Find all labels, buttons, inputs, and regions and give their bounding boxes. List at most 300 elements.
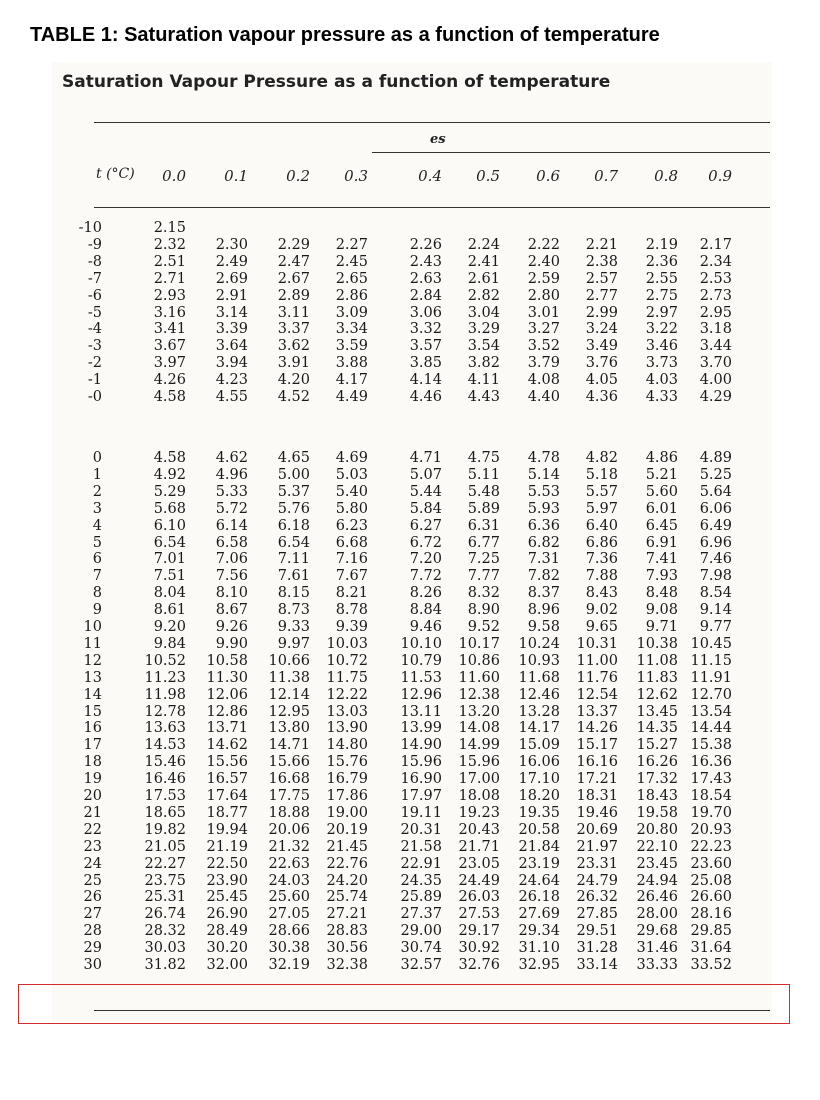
- table-cell: 15.38: [690, 737, 732, 754]
- table-cell: 14.99: [458, 737, 500, 754]
- table-cell: 19.11: [400, 804, 442, 821]
- table-cell: 5.64: [699, 483, 732, 500]
- column-header: 0.1: [224, 167, 248, 185]
- row-temperature: 29: [83, 940, 102, 957]
- table-cell: 19.00: [326, 804, 368, 821]
- table-cell: 13.45: [636, 703, 678, 720]
- table-cell: 18.08: [458, 788, 500, 804]
- table-cell: 2.40: [527, 253, 560, 270]
- table-cell: 3.82: [467, 355, 500, 372]
- table-cell: 20.80: [636, 821, 678, 838]
- table-cell: 4.65: [277, 450, 310, 466]
- table-cell: 7.93: [645, 568, 678, 585]
- table-cell: 31.82: [144, 957, 186, 973]
- table-cell: 15.96: [400, 754, 442, 771]
- table-cell: 10.79: [400, 652, 442, 669]
- table-cell: 6.10: [153, 517, 186, 534]
- table-cell: 8.61: [153, 602, 186, 619]
- table-cell: 3.79: [527, 355, 560, 372]
- table-cell: 2.49: [215, 253, 248, 270]
- table-cell: 10.93: [518, 652, 560, 669]
- table-cell: 15.66: [268, 754, 310, 771]
- table-cell: 2.84: [409, 287, 442, 304]
- table-cell: 28.32: [144, 923, 186, 940]
- row-temperature: -7: [87, 270, 102, 287]
- row-temperature: 15: [83, 703, 102, 720]
- row-temperature: 23: [83, 838, 102, 855]
- table-cell: 12.54: [576, 686, 618, 703]
- table-cell: 3.64: [215, 338, 248, 355]
- table-cell: 17.10: [518, 771, 560, 788]
- table-cell: 9.77: [699, 619, 732, 635]
- row-temperature: 21: [83, 804, 102, 821]
- table-cell: 20.19: [326, 821, 368, 838]
- table-cell: 24.79: [576, 872, 618, 889]
- table-cell: 10.24: [518, 635, 560, 652]
- table-cell: 31.64: [690, 940, 732, 957]
- table-cell: 7.61: [277, 568, 310, 585]
- table-cell: 25.74: [326, 889, 368, 906]
- table-cell: 2.65: [335, 270, 368, 287]
- table-cell: 6.72: [409, 534, 442, 551]
- table-cell: 18.88: [268, 804, 310, 821]
- row-temperature: 14: [83, 686, 102, 703]
- table-cell: 20.58: [518, 821, 560, 838]
- table-cell: 25.45: [206, 889, 248, 906]
- table-cell: 29.00: [400, 923, 442, 940]
- table-cell: 17.00: [458, 771, 500, 788]
- table-cell: 4.82: [585, 450, 618, 466]
- table-cell: 6.18: [277, 517, 310, 534]
- header-rule: [94, 207, 770, 208]
- table-cell: 6.27: [409, 517, 442, 534]
- table-cell: 22.76: [326, 855, 368, 872]
- table-cell: 7.31: [527, 551, 560, 568]
- row-temperature: 2: [92, 483, 102, 500]
- table-cell: 4.58: [153, 389, 186, 405]
- table-cell: 4.03: [645, 372, 678, 389]
- table-cell: 18.31: [576, 788, 618, 804]
- temperature-header: t (°C): [96, 166, 135, 182]
- table-cell: 5.84: [409, 500, 442, 517]
- table-cell: 3.06: [409, 304, 442, 321]
- table-cell: 3.32: [409, 321, 442, 338]
- table-cell: 12.70: [690, 686, 732, 703]
- table-cell: 10.58: [206, 652, 248, 669]
- table-cell: 2.82: [467, 287, 500, 304]
- table-cell: 4.89: [699, 450, 732, 466]
- table-cell: 9.14: [699, 602, 732, 619]
- table-cell: 15.09: [518, 737, 560, 754]
- table-cell: 8.78: [335, 602, 368, 619]
- table-cell: 11.30: [206, 669, 248, 686]
- table-cell: 2.71: [153, 270, 186, 287]
- row-temperature: 17: [83, 737, 102, 754]
- table-cell: 7.20: [409, 551, 442, 568]
- row-temperature: 19: [83, 771, 102, 788]
- table-cell: 4.52: [277, 389, 310, 405]
- table-cell: 17.75: [268, 788, 310, 804]
- table-cell: 3.54: [467, 338, 500, 355]
- table-cell: 5.37: [277, 483, 310, 500]
- table-cell: 5.93: [527, 500, 560, 517]
- table-cell: 7.51: [153, 568, 186, 585]
- table-cell: 14.62: [206, 737, 248, 754]
- table-cell: 7.72: [409, 568, 442, 585]
- table-cell: 9.20: [153, 619, 186, 635]
- table-cell: 8.48: [645, 585, 678, 602]
- table-cell: 5.60: [645, 483, 678, 500]
- table-cell: 16.16: [576, 754, 618, 771]
- column-header: 0.7: [594, 167, 618, 185]
- table-cell: 13.99: [400, 720, 442, 737]
- table-cell: 32.57: [400, 957, 442, 973]
- table-cell: 16.90: [400, 771, 442, 788]
- row-temperature: 9: [92, 602, 102, 619]
- table-cell: 27.69: [518, 906, 560, 923]
- table-cell: 10.03: [326, 635, 368, 652]
- table-cell: 28.00: [636, 906, 678, 923]
- table-cell: 2.77: [585, 287, 618, 304]
- table-cell: 2.19: [645, 236, 678, 253]
- table-cell: 15.76: [326, 754, 368, 771]
- table-cell: 9.26: [215, 619, 248, 635]
- table-cell: 21.84: [518, 838, 560, 855]
- table-cell: 11.68: [518, 669, 560, 686]
- table-cell: 30.56: [326, 940, 368, 957]
- table-cell: 10.52: [144, 652, 186, 669]
- row-highlight-box: [18, 984, 790, 1024]
- table-cell: 26.60: [690, 889, 732, 906]
- table-cell: 18.65: [144, 804, 186, 821]
- table-cell: 12.22: [326, 686, 368, 703]
- table-cell: 9.84: [153, 635, 186, 652]
- row-temperature: 27: [83, 906, 102, 923]
- table-cell: 3.24: [585, 321, 618, 338]
- table-cell: 3.46: [645, 338, 678, 355]
- table-cell: 2.55: [645, 270, 678, 287]
- table-cell: 6.77: [467, 534, 500, 551]
- table-cell: 9.08: [645, 602, 678, 619]
- table-cell: 17.43: [690, 771, 732, 788]
- table-cell: 3.16: [153, 304, 186, 321]
- table-cell: 20.43: [458, 821, 500, 838]
- table-cell: 5.89: [467, 500, 500, 517]
- table-cell: 4.26: [153, 372, 186, 389]
- table-cell: 8.26: [409, 585, 442, 602]
- table-cell: 9.65: [585, 619, 618, 635]
- table-cell: 26.90: [206, 906, 248, 923]
- row-temperature: 22: [83, 821, 102, 838]
- row-temperature: 7: [92, 568, 102, 585]
- table-cell: 9.71: [645, 619, 678, 635]
- row-temperature: -2: [87, 355, 102, 372]
- table-cell: 8.37: [527, 585, 560, 602]
- table-cell: 8.96: [527, 602, 560, 619]
- table-cell: 20.06: [268, 821, 310, 838]
- table-cell: 3.29: [467, 321, 500, 338]
- table-cell: 14.53: [144, 737, 186, 754]
- table-cell: 3.91: [277, 355, 310, 372]
- table-cell: 3.52: [527, 338, 560, 355]
- table-cell: 4.14: [409, 372, 442, 389]
- row-temperature: 13: [83, 669, 102, 686]
- row-temperature: -6: [87, 287, 102, 304]
- table-cell: 15.27: [636, 737, 678, 754]
- row-temperature: -10: [78, 220, 102, 236]
- column-header: 0.0: [162, 167, 186, 185]
- table-cell: 19.70: [690, 804, 732, 821]
- table-cell: 7.77: [467, 568, 500, 585]
- row-temperature: 11: [83, 635, 102, 652]
- table-cell: 15.17: [576, 737, 618, 754]
- table-cell: 2.38: [585, 253, 618, 270]
- table-cell: 17.86: [326, 788, 368, 804]
- column-header: 0.2: [286, 167, 310, 185]
- table-cell: 2.21: [585, 236, 618, 253]
- table-cell: 19.35: [518, 804, 560, 821]
- table-cell: 4.55: [215, 389, 248, 405]
- row-temperature: 28: [83, 923, 102, 940]
- table-cell: 18.20: [518, 788, 560, 804]
- table-cell: 2.51: [153, 253, 186, 270]
- table-cell: 12.62: [636, 686, 678, 703]
- table-cell: 18.43: [636, 788, 678, 804]
- table-cell: 30.20: [206, 940, 248, 957]
- table-cell: 13.37: [576, 703, 618, 720]
- table-cell: 32.38: [326, 957, 368, 973]
- table-cell: 24.49: [458, 872, 500, 889]
- table-cell: 14.44: [690, 720, 732, 737]
- table-cell: 16.79: [326, 771, 368, 788]
- table-cell: 6.91: [645, 534, 678, 551]
- table-cell: 5.72: [215, 500, 248, 517]
- table-cell: 23.60: [690, 855, 732, 872]
- table-cell: 19.46: [576, 804, 618, 821]
- table-cell: 6.36: [527, 517, 560, 534]
- table-cell: 9.02: [585, 602, 618, 619]
- table-cell: 11.91: [690, 669, 732, 686]
- table-cell: 6.68: [335, 534, 368, 551]
- table-cell: 3.85: [409, 355, 442, 372]
- table-cell: 3.59: [335, 338, 368, 355]
- table-cell: 2.45: [335, 253, 368, 270]
- table-cell: 7.41: [645, 551, 678, 568]
- table-cell: 3.62: [277, 338, 310, 355]
- table-cell: 3.39: [215, 321, 248, 338]
- table-cell: 31.46: [636, 940, 678, 957]
- table-cell: 29.34: [518, 923, 560, 940]
- column-header: 0.4: [418, 167, 442, 185]
- table-cell: 11.53: [400, 669, 442, 686]
- table-cell: 11.76: [576, 669, 618, 686]
- table-cell: 6.31: [467, 517, 500, 534]
- row-temperature: 12: [83, 652, 102, 669]
- table-cell: 7.16: [335, 551, 368, 568]
- table-cell: 23.75: [144, 872, 186, 889]
- table-cell: 2.80: [527, 287, 560, 304]
- table-cell: 4.71: [409, 450, 442, 466]
- row-temperature: -5: [87, 304, 102, 321]
- table-cell: 2.63: [409, 270, 442, 287]
- table-cell: 10.72: [326, 652, 368, 669]
- table-cell: 29.17: [458, 923, 500, 940]
- table-cell: 10.38: [636, 635, 678, 652]
- table-cell: 14.90: [400, 737, 442, 754]
- table-cell: 3.70: [699, 355, 732, 372]
- table-title: Saturation Vapour Pressure as a function of temperature: [62, 72, 611, 92]
- table-cell: 4.62: [215, 450, 248, 466]
- table-cell: 14.08: [458, 720, 500, 737]
- table-cell: 23.19: [518, 855, 560, 872]
- table-cell: 15.46: [144, 754, 186, 771]
- table-cell: 7.46: [699, 551, 732, 568]
- table-cell: 2.69: [215, 270, 248, 287]
- table-cell: 8.32: [467, 585, 500, 602]
- table-cell: 21.05: [144, 838, 186, 855]
- table-cell: 2.75: [645, 287, 678, 304]
- table-cell: 3.94: [215, 355, 248, 372]
- table-cell: 10.66: [268, 652, 310, 669]
- table-cell: 2.26: [409, 236, 442, 253]
- row-temperature: -1: [87, 372, 102, 389]
- table-cell: 2.15: [153, 220, 186, 236]
- table-cell: 5.53: [527, 483, 560, 500]
- table-cell: 3.73: [645, 355, 678, 372]
- table-cell: 9.39: [335, 619, 368, 635]
- table-cell: 4.36: [585, 389, 618, 405]
- table-cell: 8.21: [335, 585, 368, 602]
- table-cell: 27.53: [458, 906, 500, 923]
- table-cell: 13.63: [144, 720, 186, 737]
- table-cell: 29.68: [636, 923, 678, 940]
- table-cell: 22.50: [206, 855, 248, 872]
- table-cell: 6.54: [277, 534, 310, 551]
- table-cell: 33.33: [636, 957, 678, 973]
- table-cell: 7.11: [277, 551, 310, 568]
- table-cell: 12.46: [518, 686, 560, 703]
- table-cell: 6.01: [645, 500, 678, 517]
- table-cell: 2.93: [153, 287, 186, 304]
- scanned-table-image: [52, 62, 772, 1022]
- table-cell: 26.03: [458, 889, 500, 906]
- table-cell: 2.91: [215, 287, 248, 304]
- table-cell: 6.40: [585, 517, 618, 534]
- table-cell: 21.58: [400, 838, 442, 855]
- table-cell: 27.37: [400, 906, 442, 923]
- table-cell: 5.44: [409, 483, 442, 500]
- table-cell: 5.76: [277, 500, 310, 517]
- table-cell: 8.73: [277, 602, 310, 619]
- table-cell: 26.46: [636, 889, 678, 906]
- table-cell: 7.98: [699, 568, 732, 585]
- table-cell: 4.96: [215, 466, 248, 483]
- table-cell: 3.97: [153, 355, 186, 372]
- table-cell: 5.57: [585, 483, 618, 500]
- table-cell: 14.71: [268, 737, 310, 754]
- table-cell: 28.83: [326, 923, 368, 940]
- table-cell: 19.82: [144, 821, 186, 838]
- table-cell: 32.19: [268, 957, 310, 973]
- table-cell: 30.92: [458, 940, 500, 957]
- table-cell: 30.38: [268, 940, 310, 957]
- table-cell: 2.86: [335, 287, 368, 304]
- table-cell: 6.82: [527, 534, 560, 551]
- row-temperature: 0: [92, 450, 102, 466]
- table-cell: 25.08: [690, 872, 732, 889]
- table-cell: 9.46: [409, 619, 442, 635]
- table-cell: 25.89: [400, 889, 442, 906]
- table-cell: 28.49: [206, 923, 248, 940]
- top-rule: [94, 122, 770, 123]
- table-cell: 6.86: [585, 534, 618, 551]
- table-cell: 6.06: [699, 500, 732, 517]
- table-cell: 10.10: [400, 635, 442, 652]
- table-cell: 3.88: [335, 355, 368, 372]
- table-cell: 16.57: [206, 771, 248, 788]
- table-cell: 7.36: [585, 551, 618, 568]
- table-cell: 4.92: [153, 466, 186, 483]
- table-cell: 32.00: [206, 957, 248, 973]
- table-cell: 4.78: [527, 450, 560, 466]
- table-cell: 17.97: [400, 788, 442, 804]
- table-cell: 9.33: [277, 619, 310, 635]
- table-caption: TABLE 1: Saturation vapour pressure as a function of temperature: [30, 24, 660, 46]
- table-cell: 5.07: [409, 466, 442, 483]
- table-cell: 11.23: [144, 669, 186, 686]
- table-cell: 6.54: [153, 534, 186, 551]
- table-cell: 2.53: [699, 270, 732, 287]
- table-cell: 20.93: [690, 821, 732, 838]
- row-temperature: 16: [83, 720, 102, 737]
- table-cell: 23.31: [576, 855, 618, 872]
- table-cell: 4.75: [467, 450, 500, 466]
- table-cell: 11.00: [576, 652, 618, 669]
- row-temperature: -0: [87, 389, 102, 405]
- table-cell: 5.80: [335, 500, 368, 517]
- table-cell: 33.14: [576, 957, 618, 973]
- table-cell: 17.21: [576, 771, 618, 788]
- column-header: 0.8: [654, 167, 678, 185]
- row-temperature: 5: [92, 534, 102, 551]
- table-cell: 11.15: [690, 652, 732, 669]
- table-cell: 5.21: [645, 466, 678, 483]
- table-cell: 32.95: [518, 957, 560, 973]
- table-cell: 3.04: [467, 304, 500, 321]
- table-cell: 15.96: [458, 754, 500, 771]
- table-cell: 32.76: [458, 957, 500, 973]
- table-cell: 11.38: [268, 669, 310, 686]
- table-cell: 2.30: [215, 236, 248, 253]
- table-cell: 7.06: [215, 551, 248, 568]
- table-cell: 16.68: [268, 771, 310, 788]
- row-temperature: 3: [92, 500, 102, 517]
- table-cell: 2.73: [699, 287, 732, 304]
- table-cell: 12.38: [458, 686, 500, 703]
- table-cell: 13.71: [206, 720, 248, 737]
- table-cell: 2.57: [585, 270, 618, 287]
- table-cell: 24.03: [268, 872, 310, 889]
- table-cell: 2.32: [153, 236, 186, 253]
- table-cell: 17.64: [206, 788, 248, 804]
- table-cell: 19.23: [458, 804, 500, 821]
- table-cell: 21.97: [576, 838, 618, 855]
- table-cell: 22.10: [636, 838, 678, 855]
- table-cell: 4.17: [335, 372, 368, 389]
- row-temperature: 30: [83, 957, 102, 973]
- row-temperature: 18: [83, 754, 102, 771]
- table-cell: 24.20: [326, 872, 368, 889]
